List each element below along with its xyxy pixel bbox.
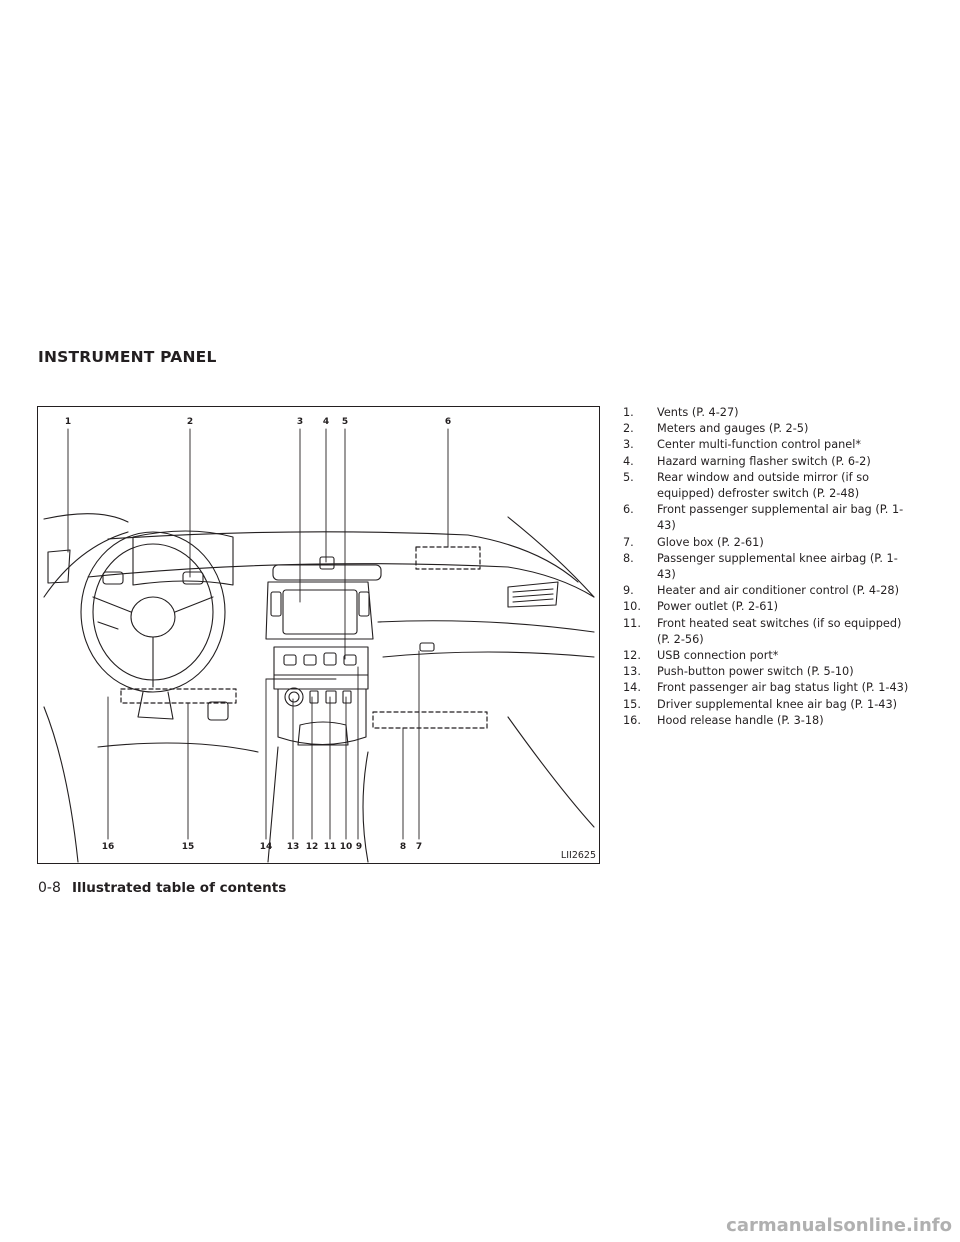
legend-item bbox=[623, 535, 913, 551]
legend-item bbox=[623, 470, 913, 502]
legend-text: Heater and air conditioner control (P. 4-28) bbox=[657, 584, 899, 598]
legend-text: Vents (P. 4-27) bbox=[657, 406, 739, 419]
legend-item bbox=[623, 437, 913, 453]
legend-item bbox=[623, 551, 913, 583]
instrument-panel-figure bbox=[37, 406, 600, 864]
legend-item bbox=[623, 583, 913, 599]
legend-number: 4. bbox=[623, 454, 634, 468]
legend-item bbox=[623, 713, 913, 729]
legend-number: 9. bbox=[623, 584, 634, 598]
callout-label: 12 bbox=[305, 842, 319, 852]
legend-number: 6. bbox=[623, 503, 634, 517]
legend-number: 15. bbox=[623, 697, 641, 711]
legend-text: Hazard warning flasher switch (P. 6-2) bbox=[657, 454, 871, 468]
callout-label: 14 bbox=[259, 842, 273, 852]
callout-label: 15 bbox=[181, 842, 195, 852]
callout-label: 10 bbox=[339, 842, 353, 852]
legend-number: 2. bbox=[623, 422, 634, 436]
callout-label: 16 bbox=[101, 842, 115, 852]
legend-number: 7. bbox=[623, 535, 634, 549]
callout-label: 1 bbox=[64, 417, 72, 427]
callout-label: 8 bbox=[399, 842, 407, 852]
legend-item bbox=[623, 664, 913, 680]
legend-text: Front passenger supplemental air bag (P. 1-43) bbox=[657, 503, 904, 533]
chapter-title: Illustrated table of contents bbox=[71, 880, 287, 896]
legend-item bbox=[623, 648, 913, 664]
legend-item bbox=[623, 616, 913, 648]
legend-text: Passenger supplemental knee airbag (P. 1-43) bbox=[657, 551, 898, 582]
legend-number: 3. bbox=[623, 438, 634, 452]
callout-label: 11 bbox=[323, 842, 337, 852]
callout-label: 5 bbox=[341, 417, 349, 427]
legend-item bbox=[623, 599, 913, 615]
figure-code: LII2625 bbox=[560, 850, 596, 861]
legend-number: 16. bbox=[623, 713, 641, 727]
legend-item bbox=[623, 502, 913, 534]
legend-number: 12. bbox=[623, 649, 641, 663]
legend-item bbox=[623, 697, 913, 713]
legend-text: Meters and gauges (P. 2-5) bbox=[657, 422, 809, 436]
page-footer bbox=[38, 877, 286, 896]
watermark-text: carmanualsonline.info bbox=[726, 1215, 952, 1236]
legend-text: Front heated seat switches (if so equipped) (P. 2-56) bbox=[657, 616, 902, 646]
legend-item bbox=[623, 405, 913, 421]
legend-text: Rear window and outside mirror (if so equipped) defroster switch (P. 2-48) bbox=[657, 470, 870, 501]
callout-label: 3 bbox=[296, 417, 304, 427]
legend-list bbox=[623, 405, 913, 729]
legend-text: Push-button power switch (P. 5-10) bbox=[657, 665, 854, 679]
legend-item bbox=[623, 454, 913, 470]
section-title: INSTRUMENT PANEL bbox=[38, 348, 217, 366]
legend-number: 14. bbox=[623, 681, 641, 695]
callout-label: 4 bbox=[322, 417, 330, 427]
legend-text: Front passenger air bag status light (P. 1-43) bbox=[657, 681, 909, 695]
legend-number: 5. bbox=[623, 470, 634, 484]
legend-text: Hood release handle (P. 3-18) bbox=[657, 713, 824, 727]
legend-number: 8. bbox=[623, 551, 634, 565]
legend-number: 1. bbox=[623, 406, 634, 419]
legend-number: 11. bbox=[623, 616, 641, 630]
instrument-panel-illustration bbox=[38, 407, 601, 865]
legend-item bbox=[623, 421, 913, 437]
legend-item bbox=[623, 680, 913, 696]
callout-label: 2 bbox=[186, 417, 194, 427]
legend-text: Glove box (P. 2-61) bbox=[657, 535, 764, 549]
callout-label: 9 bbox=[355, 842, 363, 852]
page-number: 0-8 bbox=[38, 880, 61, 896]
legend-number: 13. bbox=[623, 665, 641, 679]
callout-label: 6 bbox=[444, 417, 452, 427]
legend-number: 10. bbox=[623, 600, 641, 614]
callout-label: 7 bbox=[415, 842, 423, 852]
callout-label: 13 bbox=[286, 842, 300, 852]
legend-text: Center multi-function control panel* bbox=[657, 438, 862, 452]
legend-text: Driver supplemental knee air bag (P. 1-43) bbox=[657, 697, 898, 711]
legend-text: Power outlet (P. 2-61) bbox=[657, 600, 779, 614]
legend-text: USB connection port* bbox=[657, 649, 779, 663]
